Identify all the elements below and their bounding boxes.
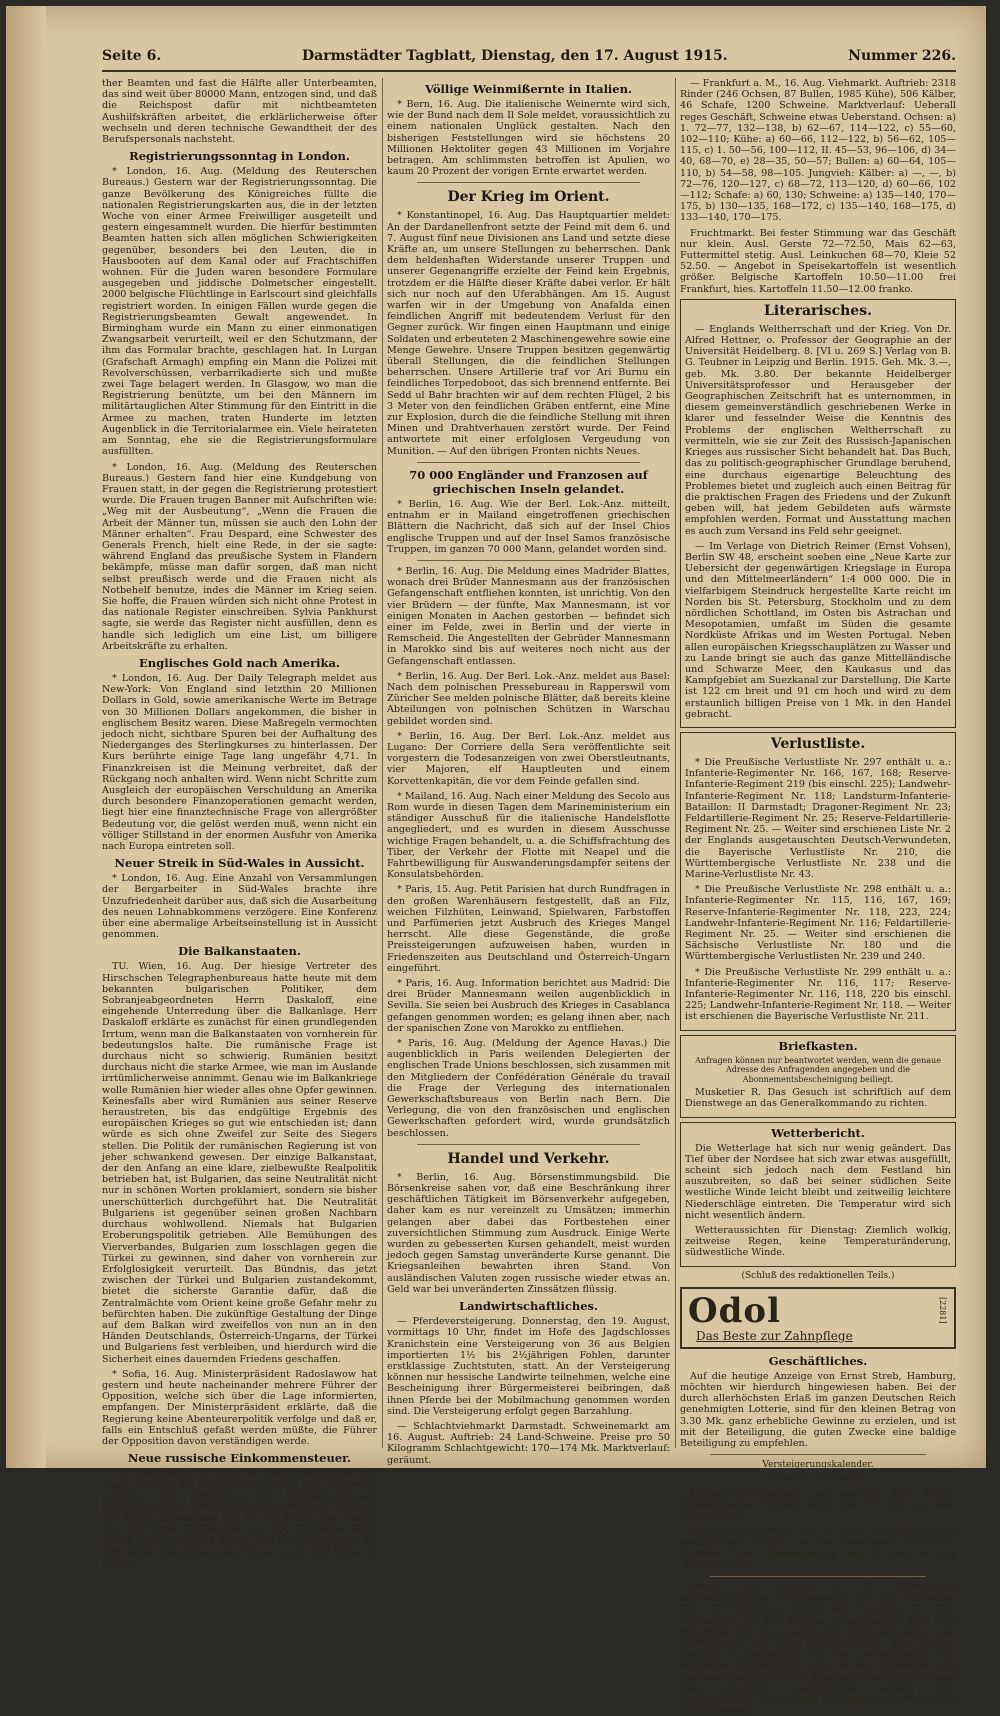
ad-number: [2281] — [938, 1296, 947, 1324]
article-text: Hofreite-Versteigerung des Heinrich Karl Müller (Kranichsteiner Straße 68½) um 11 Uhr an dem Ortsgericht I. — [680, 1488, 956, 1523]
letterbox-box — [680, 1035, 956, 1118]
article-title: Neue russische Einkommensteuer. — [127, 1451, 352, 1466]
article-text: * London, 16. Aug. Eine Anzahl von Versammlungen der Bergarbeiter in Süd-Wales brachte ihre Unzufriedenheit darüber aus, daß sich die Ausarbeitung des neuen Lohnabkommens verzögere. Eine Konferenz über eine abermalige Arbeitseinstellung ist in Aussicht genommen. — [102, 873, 377, 941]
section-title: Wetterbericht. — [771, 1125, 865, 1140]
imprint: Druck und Verlag: L. C. Wittich'sche Hofbuchdruckerei. Verantwortlich für den politischen Teil, für Feuilleton, Reich und Ausland: Dr. Otto Waldaestel; für den übrigen redaktionellen Teil: Kurt Mitsching; für den Anzeigenteil, Anzeigenbeilagen und Mitteilungen aus dem Geschäftsleben: Paul Lange, sämtlich in Darmstadt. Für den redaktionellen Teil bestimmte Mitteilungen sind an die „Redaktion des Tagblatts“ zu adressieren. Etwaige Honorarforderungen sind beizufügen; nachträgliche werden nicht berücksichtigt. Unverlangte Manuskripte werden nicht zurückgesandt. — [680, 1582, 956, 1716]
article-text: — Im Verlage von Dietrich Reimer (Ernst Vohsen), Berlin SW 48, erscheint soeben eine „Neue Karte zur Uebersicht der gegenwärtigen Kriegslage in Europa und den Mittelmeerländern“ 1:4 000 000. Die in vielfarbigem Steindruck hergestellte Karte reicht im Norden bis St. Petersburg, Stockholm und zu dem nördlichen Schottland, im Osten bis Astrachan und Mesopotamien, umfaßt im Süden die gesamte Nordküste Afrikas und im Westen Portugal. Neben allen europäischen Kriegsschauplätzen zu Wasser und zu Lande bringt sie auch das ganze Mittelländische und Schwarze Meer, den Kaukasus und das Kampfgebiet am Suezkanal zur Darstellung. Die Karte ist 122 cm breit und 91 cm hoch und wird zu dem erstaunlich billigen Preise von 1 Mk. in den Handel gebracht. — [685, 540, 951, 720]
article-separator — [417, 560, 640, 561]
odol-advertisement — [680, 1287, 956, 1349]
article-text: Musketier R. Das Gesuch ist schriftlich auf dem Dienstwege an das Generalkommando zu richten. — [685, 1087, 951, 1110]
article-text: * Die Preußische Verlustliste Nr. 297 enthält u. a.: Infanterie-Regimenter Nr. 166, 167, 168; Reserve-Infanterie-Regiment 219 (bis einschl. 225); Landwehr-Infanterie-Regiment Nr. 118; Landsturm-Infanterie-Bataillon: II Darmstadt; Dragoner-Regiment Nr. 23; Feldartillerie-Regiment Nr. 25; Reserve-Feldartillerie-Regiment Nr. 25. — Weiter sind erschienen Liste Nr. 2 der Englands ausgetauschten Deutsch-Verwundeten, die Bayerische Verlustliste Nr. 210, die Württembergische Verlustliste Nr. 238 und die Marine-Verlustliste Nr. 43. — [685, 756, 951, 880]
article-text: * Berlin, 16. Aug. Börsenstimmungsbild. Die Börsenkreise sahen vor, daß eine Beschränkung ihrer geschäftlichen Tätigkeit im Börsenverkehr aufgegeben, daher kam es nur vereinzelt zu Umsätzen; immerhin gelangen aber dabei das Fortbestehen einer zuversichtlichen Stimmung zum Ausdruck. Einige Werte wurden zu gebesserten Kursen gehandelt, meist wurden jedoch gegen Samstag unveränderte Kurse genannt. Die Kriegsanleihen bewahrten ihren Stand. Von ausländischen Valuten zogen russische wieder etwas an. Geld war bei unveränderten Zinssätzen flüssig. — [387, 1171, 670, 1295]
article-text: * London, 16. Aug. (Meldung des Reuterschen Bureaus.) Gestern fand hier eine Kundgebung von Frauen statt, in der gegen die Registrierung protestiert wurde. Die Frauen trugen Banner mit Aufschriften wie: „Weg mit der Ausbeutung“, „Wenn die Frauen die Arbeit der Männer tun, müssen sie auch den Lohn der Männer erhalten“. Frau Despard, eine Schwester des Generals French, hielt eine Rede, in der sie sagte: während England das preußische System in Flandern bekämpfe, müsse man dafür sorgen, daß man nicht selbst preußisch werde und die Frauen nicht als Notbehelf benutze, indes die Männer im Krieg seien. Sie hoffe, die Frauen würden sich nicht ohne Protest in das nationale Register einschreiben. Sylvia Pankhurst sagte, sie werde das Register nicht ausfüllen, denn es handle sich lediglich um eine List, um billigere Arbeitskräfte zu erhalten. — [102, 461, 377, 652]
article-text: * Berlin, 16. Aug. Wie der Berl. Lok.-Anz. mitteilt, entnahm er in Mailand eingetroffenen griechischen Blättern die Nachricht, daß sich auf der Insel Chios englische Truppen und auf der Insel Samos französische Truppen, im ganzen 70 000 Mann, gelandet worden sind. — [387, 498, 670, 555]
article-text: * Die Preußische Verlustliste Nr. 299 enthält u. a.: Infanterie-Regimenter Nr. 116, 117; Reserve-Infanterie-Regimenter Nr. 116, 118, 220 bis einschl. 225; Landwehr-Infanterie-Regiment Nr. 118. — Weiter ist erschienen die Bayerische Verlustliste Nr. 211. — [685, 966, 951, 1023]
article-text: * London, 16. Aug. (Meldung des Reuterschen Bureaus.) Gestern war der Registrierungssonntag. Die ganze Bevölkerung des Königreiches füllte die nationalen Registrierungskarten aus, die in der letzten Woche von einer Armee Freiwilliger ausgeteilt und gestern eingesammelt wurden. Die hierfür bestimmten Beamten hatten sich allen möglichen Schwierigkeiten gegenüber, besonders bei den Leuten, die in Hausbooten auf dem Kanal oder auf Frachtschiffen wohnen. Für die Juden waren besondere Formulare ausgegeben und jiddische Dolmetscher eingestellt. 2000 belgische Flüchtlinge in Earlscourt sind gleichfalls registriert worden. In einigen Fällen wurde gegen die Registrierungsbeamten Gewalt angewendet. In Birmingham wurde ein Mann zu einer einmonatigen Zwangsarbeit verurteilt, weil er den Schutzmann, der ihm das Formular brachte, geschlagen hat. In Lurgan (Grafschaft Armagh) empfing ein Mann die Polizei mit Revolverschüssen, verbarrikadierte sich und mußte zwei Tage belagert werden. In Glasgow, wo man die Registrierung benützte, um bei den Männern im militärtauglichen Alter Stimmung für den Eintritt in die Armee zu machen, traten Hunderte im letzten Augenblick in die Territorialarmee ein. Viele heirateten am Sonntag, ehe sie die Registrierungsformulare ausfüllten. — [102, 166, 377, 458]
column-rule — [675, 78, 676, 1448]
article-text: Auf die heutige Anzeige von Ernst Streb, Hamburg, möchten wir hierdurch hingewiesen haben. Bei der durch allerhöchsten Erlaß im ganzen Deutschen Reich genehmigten Lotterie, sind für den kleinen Betrag von 3.30 Mk. ganz erhebliche Gewinne zu erzielen, und ist mit der Beteiligung, die guten Zwecke eine baldige Beteiligung zu empfehlen. — [680, 1370, 956, 1449]
article-text: — Schlachtviehmarkt Darmstadt. Schweinemarkt am 16. August. Auftrieb: 24 Land-Schweine. Preise pro 50 Kilogramm Schlachtgewicht: 170—174 Mk. Marktverlauf: geräumt. — [387, 1420, 670, 1466]
literature-box — [680, 299, 956, 728]
article-text: * Paris, 16. Aug. (Meldung der Agence Havas.) Die augenblicklich in Paris weilenden Delegierten der englischen Trade Unions beschlossen, sich zusammen mit den Mitgliedern der Confédération Générale du travail die Frage der Verlegung des internationalen Gewerkschaftsbureaus von Berlin nach Bern. Die Verlegung, die von den französischen und englischen Gewerkschaften gefordert wird, wurde grundsätzlich beschlossen. — [387, 1038, 670, 1139]
auction-calendar-date: Mittwoch, 18. August. — [767, 1474, 869, 1485]
article-text: * Berlin, 16. Aug. Der Berl. Lok.-Anz. meldet aus Lugano: Der Corriere della Sera veröffentlichte seit vorgestern die Todesanzeigen von zwei Oberstleutnants, vier Majoren, elf Hauptleuten und einem Korvettenkapitän, die vor dem Feinde gefallen sind. — [387, 730, 670, 787]
article-text: * Konstantinopel, 16. Aug. Das Hauptquartier meldet: An der Dardanellenfront setzte der Feind mit dem 6. und 7. August fünf neue Divisionen ans Land und setzte diese Kräfte an, um unsere Stellungen zu beherrschen. Dank dem heldenhaften Widerstande unserer Truppen und unserer Gegenangriffe erzielte der Feind kein Ergebnis, trotzdem er die Hälfte dieser Kräfte dabei verlor. Er hält sich nur noch auf den Uferabhängen. Am 15. August warfen wir in der Umgebung von Anafalda einen feindlichen Angriff mit bedeutendem Verlust für den Gegner zurück. Wir fingen einen Hauptmann und einige Soldaten und erbeuteten 2 Maschinengewehre sowie eine Menge Gewehre. Unsere Truppen besitzen gegenwärtig überall Stellungen, die die feindlichen Stellungen beherrschen. Unsere Artillerie traf vor Ari Burnu ein feindliches Torpedoboot, das sich brennend entfernte. Bei Sedd ul Bahr brachten wir auf dem rechten Flügel, 2 bis 3 Meter von den feindlichen Gräben entfernt, eine Mine zur Explosion, durch die die feindliche Stellung mit ihren Minen und Drahtverhauen zerstört wurde. Der Feind antwortete mit einer erfolglosen Vergeudung von Munition. — Auf den übrigen Fronten nichts Neues. — [387, 210, 670, 457]
article-text: * Berlin, 16. Aug. Der Berl. Lok.-Anz. meldet aus Basel: Nach dem polnischen Pressebureau in Rapperswil vom Züricher See melden polnische Blätter, daß bereits kleine Abteilungen von polnischen Schützen in Warschau gebildet worden sind. — [387, 670, 670, 727]
odol-logo: Odol — [688, 1290, 781, 1331]
article-text: — Englands Weltherrschaft und der Krieg. Von Dr. Alfred Hettner, o. Professor der Geographie an der Universität Heidelberg. 8. [VI u. 269 S.] Verlag von B. G. Teubner in Leipzig und Berlin. 1915. Geh. Mk. 3.—, geb. Mk. 3.80. Der bekannte Heidelberger Universitätsprofessor und Herausgeber der Geographischen Zeitschrift hat es unternommen, in diesem gemeinverständlich geschriebenen Werke in klarer und fesselnder Weise die Kenntnis des Problems der englischen Weltherrschaft zu vermitteln, wie sie zur Zeit des Russisch-Japanischen Krieges aus russischer Sicht behandelt hat. Das Buch, das zu politisch-geographischer Grundlage beruhend, eine durchaus eigenartige Beleuchtung des Problemes bietet und zugleich auch einen Beitrag für die praktischen Fragen des Friedens und der Zukunft geben will, hat jedem Gebildeten aufs wärmste empfohlen werden. Format und Ausstattung machen es auch zum Versand ins Feld sehr geeignet. — [685, 323, 951, 537]
article-separator — [710, 1454, 926, 1455]
article-separator — [417, 462, 640, 463]
book-spine-shadow — [6, 6, 46, 1468]
section-title: Der Krieg im Orient. — [447, 189, 610, 206]
article-separator — [417, 182, 640, 183]
article-text: * Sofia, 16. Aug. Ministerpräsident Radoslawow hat gestern und heute nacheinander mehrere Führer der Opposition, welche sich über die Lage informierten, empfangen. Der Ministerpräsident erklärte, daß die Regierung keine Abenteurerpolitik verfolge und daß er, falls ein Entschluß gefaßt werden müßte, die Führer der Opposition davon verständigen werde. — [102, 1368, 377, 1447]
article-title: Landwirtschaftliches. — [458, 1299, 599, 1314]
article-title: Englisches Gold nach Amerika. — [139, 655, 340, 670]
market-report: Fruchtmarkt. Bei fester Stimmung war das Geschäft nur klein. Ausl. Gerste 72—72.50, Mais 62—63, Futtermittel stetig. Ausl. Leinkuchen 68—70, Kleie 52 52.50. — Angebot in Speisekartoffeln ist wesentlich größer. Belgische Kartoffeln 10.50—11.00 frei Frankfurt, hies. Kartoffeln 11.50—12.00 franko. — [680, 227, 956, 295]
article-separator — [417, 1144, 640, 1145]
market-report: — Frankfurt a. M., 16. Aug. Viehmarkt. Auftrieb: 2318 Rinder (246 Ochsen, 87 Bullen, 1985 Kühe), 506 Kälber, 46 Schafe, 1200 Schweine. Marktverlauf: Ueberall reges Geschäft, Schweine etwas Ueberstand. Ochsen: a) 1. 72—77, 132—138, b) 62—67, 114—122, c) 55—60, 102—110; Kühe: a) 60—66, 112—122, b) 56—62, 105—115, c) 1. 50—56, 100—112, II. 45—53, 96—106, d) 34—40, 68—70, e) 28—35, 50—57; Bullen: a) 60—64, 105—110, b) 54—58, 98—105. Jungvieh: Kälber: a) —, —, b) 72—76, 120—127, c) 68—72, 113—120, d) 60—66, 102—112; Schafe: a) 60, 130; Schweine: a) 135—140, 170—175, b) 130—135, 168—172, c) 135—140, 168—175, d) 133—140, 170—175. — [680, 78, 956, 224]
ad-tagline: Das Beste zur Zahnpflege — [696, 1328, 853, 1343]
weather-box — [680, 1122, 956, 1267]
article-text: * London, 16. Aug. Der Daily Telegraph meldet aus New-York: Von England sind letzthin 20 Millionen Dollars in Gold, sowie amerikanische Werte im Betrage von 30 Millionen Dollars angekommen, die bisher in englischem Besitz waren. Diese Maßregeln vermochten jedoch nicht, sichtbare Spuren bei der Aufhaltung des Niederganges des Sterlingkurses zu hinterlassen. Der Kurs berührte einige Tage lang ungefähr 4,71. In Finanzkreisen ist die Meinung verbreitet, daß der Rückgang noch anhalten wird. Wenn nicht Schritte zum Ausgleich der europäischen Verschuldung an Amerika durch besondere Finanzoperationen gemacht werden, liegt hier eine finanztechnische Frage von allergrößter Bedeutung vor, die gelöst werden muß, wenn nicht ein völliger Stillstand in der enormen Ausfuhr von Amerika nach Europa eintreten soll. — [102, 672, 377, 852]
newspaper-page — [6, 6, 986, 1716]
column-2 — [387, 78, 670, 1466]
article-separator — [710, 1576, 926, 1577]
page-number: Seite 6. — [102, 48, 162, 64]
section-title: Geschäftliches. — [768, 1353, 868, 1368]
article-text: * Berlin, 16. Aug. Die Meldung eines Madrider Blattes, wonach drei Brüder Mannesmann aus der französischen Gefangenschaft entfliehen konnten, ist unrichtig. Von den vier Brüdern — der fünfte, Max Mannesmann, ist vor einigen Monaten in Aachen gestorben — befindet sich einer im Felde, zwei in Berlin und der vierte in Remscheid. Die Angestellten der Gebrüder Mannesmann in Marokko sind bis auf weiteres noch nicht aus der Gefangenschaft entlassen. — [387, 565, 670, 667]
article-text: ther Beamten und fast die Hälfte aller Unterbeamten, das sind weit über 80000 Mann, entzogen sind, und daß die Reichspost dafür mit nichtbeamteten Aushilfskräften arbeitet, die erklärlicherweise öfter wechseln und deren technische Gewandtheit der des Berufspersonals nachsteht. — [102, 78, 377, 146]
section-title: Briefkasten. — [778, 1038, 858, 1053]
article-text: * Paris, 15. Aug. Petit Parisien hat durch Rundfragen in den großen Warenhäusern festgestellt, daß an Filz, weichen Filzhüten, Leinwand, Spielwaren, Farbstoffen und Parfümerien jetzt Ausbruch des Krieges Mangel herrscht. Alle diese Gegenstände, die große Preissteigerungen aufzuweisen haben, wurden in Friedenszeiten aus Deutschland und Österreich-Ungarn eingeführt. — [387, 884, 670, 974]
article-text: * Paris, 16. Aug. Information berichtet aus Madrid: Die drei Brüder Mannesmann weilen augenblicklich in Sevilla. Sie seien bei Ausbruch des Krieges in Casablanca gefangen genommen worden; es gelang ihnen aber, nach der spanischen Zone von Marokko zu entfliehen. — [387, 978, 670, 1034]
article-text: — Pferdeversteigerung. Donnerstag, den 19. August, vormittags 10 Uhr, findet im Hofe des Jagdschlosses Kranichstein eine Versteigerung von 36 aus Belgien importierten 1½ bis 2½jährigen Fohlen, darunter erstklassige Zuchtstuten, statt. An der Versteigerung können nur hessische Landwirte teilnehmen, welche eine Bescheinigung ihrer Bürgermeisterei beibringen, daß ihnen Pferde bei der Mobilmachung genommen worden sind. Die Versteigerung erfolgt gegen Barzahlung. — [387, 1316, 670, 1417]
column-3 — [680, 78, 956, 1716]
page-header — [102, 48, 956, 70]
column-1 — [102, 78, 377, 1569]
article-title: Registrierungssonntag in London. — [129, 149, 350, 164]
header-rule — [102, 70, 956, 72]
editorial-end-note: (Schluß des redaktionellen Teils.) — [741, 1270, 895, 1281]
section-title: Literarisches. — [764, 302, 872, 319]
masthead: Darmstädter Tagblatt, Dienstag, den 17. August 1915. — [302, 48, 728, 64]
article-title: Die Balkanstaaten. — [178, 944, 301, 959]
section-title: Verlustliste. — [770, 735, 866, 752]
article-title: Neuer Streik in Süd-Wales in Aussicht. — [114, 856, 365, 871]
article-title: Völlige Weinmißernte in Italien. — [425, 82, 632, 96]
article-text: * Die Preußische Verlustliste Nr. 298 enthält u. a.: Infanterie-Regimenter Nr. 115, 116, 167, 169; Reserve-Infanterie-Regimenter Nr. 118, 223, 224; Landwehr-Infanterie-Regiment Nr. 116; Feldartillerie-Regiment Nr. 25. — Weiter sind erschienen die Sächsische Verlustliste Nr. 180 und die Württembergische Verlustlisten Nr. 239 und 240. — [685, 884, 951, 963]
article-text: Wetteraussichten für Dienstag: Ziemlich wolkig, zeitweise Regen, keine Temperaturänderung, südwestliche Winde. — [685, 1224, 951, 1259]
article-text: TU. Wien, 16. Aug. Der hiesige Vertreter des Hirschschen Telegraphenbureaus hatte heute mit dem bekannten bulgarischen Politiker, dem Sobranjeabgeordneten Herrn Daskaloff, eine eingehende Unterredung über die Balkanlage. Herr Daskaloff erklärte es zunächst für einen grundlegenden Irrtum, wenn man die Balkanstaaten von vornherein für bedeutungslos halte. Die rumänische Frage ist durchaus nicht so schwierig. Rumänien besitzt durchaus nicht die starke Armee, wie man im Auslande irrtümlicherweise annimmt. Genau wie im Balkankriege wolle Rumänien hier wieder alles ohne Opfer gewinnen. Keinesfalls aber wird Rumänien aus seiner Reserve heraustreten, bis das endgültige Ergebnis des europäischen Krieges so gut wie entschieden ist; dann würde es sich ohne Zweifel zur Seite des Siegers stellen. Die Politik der rumänischen Regierung ist von jeher schwankend gewesen. Der einzige Balkanstaat, der den Anfang an eine klare, zielbewußte Realpolitik betrieben hat, ist Bulgarien, das seine Neutralität nicht nur in schönen Worten proklamiert, sondern sie bisher unerschütterlich durchgeführt hat. Die Neutralität Bulgariens ist gegenüber seinen großen Nachbarn durchaus wohlwollend. Niemals hat Bulgarien Eroberungspolitik getrieben. Alle Bemühungen des Vierverbandes, Bulgarien zum losschlagen gegen die Türkei zu gewinnen, sind daher von vornherein zur Erfolglosigkeit verurteilt. Das Bündnis, das jetzt zwischen der Türkei und Bulgarien zustandekommt, bietet die sicherste Garantie dafür, daß die Zentralmächte vom Orient keine große Gefahr mehr zu befürchten haben. Die zukünftige Gestaltung der Dinge auf dem Balkan wird zweifellos von nun an in den Händen Deutschlands, Österreich-Ungarns, der Türkei und Bulgariens fest verbleiben, und hierdurch wird die Sicherheit eines dauernden Friedens geschaffen. — [102, 961, 377, 1365]
issue-number: Nummer 226. — [848, 48, 956, 64]
article-text: * Mailand, 16. Aug. Nach einer Meldung des Secolo aus Rom wurde in diesen Tagen dem Marineministerium ein ständiger Ausschuß für die italienische Handelsflotte angegliedert, und es wurden in diesem Ausschusse wichtige Fragen behandelt, u. a. die Schiffsfrachtung des Tiber, der Verkehr der Flotte mit Neapel und die Fahrtbewilligung für Auswanderungsdampfer seitens der Konsulatsbehörden. — [387, 790, 670, 881]
casualty-list-box — [680, 732, 956, 1031]
auction-calendar-title: Versteigerungskalender. — [762, 1460, 874, 1471]
column-rule — [382, 78, 383, 1448]
article-text: Die Wetterlage hat sich nur wenig geändert. Das Tief über der Nordsee hat sich zwar etwas ausgefüllt, scheint sich jedoch nach dem Festland hin auszubreiten, so daß bei seiner südlichen Seite westliche Winde leicht bleibt und zeitweilig leichtere Niederschläge eintreten. Die Temperatur wird sich nicht wesentlich ändern. — [685, 1142, 951, 1221]
article-title: 70 000 Engländer und Franzosen auf griechischen Inseln gelandet. — [409, 467, 648, 496]
article-text: TU. Petersburg, 16. Aug. Die Finanzkommission der Duma billigte die Regierungs-Vorlage der Regierung bezüglich der Einführung der Einkommensteuer. Einkommen über 1000 Rubel zahlen eine feste Taxe von 6½ Rubel. Einkommen von 10 000 Rubel eine Steuer von 325 Rubel. Einkommen von 100 000 Rubel 6000 Rubel. Ueber 100 000 Rubel sind für jede weitere 10 000 Rubel Einkommen eine Steuer von je 650 Rubel zu zahlen. — [102, 1468, 377, 1569]
article-text: * Bern, 16. Aug. Die italienische Weinernte wird sich, wie der Bund nach dem Il Sole meldet, voraussichtlich zu einem nationalen Unglück gestalten. Nach den bisherigen Feststellungen wird sie höchstens 20 Millionen Hektoliter gegen 43 Millionen im Vorjahre betragen. Am schlimmsten betroffen ist Apulien, wo kaum 20 Prozent der vorigen Ernte erwartet werden. — [387, 99, 670, 178]
section-title: Handel und Verkehr. — [447, 1150, 610, 1167]
article-text: Motor-Versteigerung um 11 Uhr. (Zusammenkunft Heidelberger Straße, an der Bessunger Turnhalle.) Mobiliar- usw. Versteigerung um 3 Uhr in der „Ludwigshalle“. — [680, 1526, 956, 1571]
letterbox-notice: Anfragen können nur beantwortet werden, wenn die genaue Adresse des Anfragenden angegeben und die Abonnementsbescheinigung beiliegt. — [695, 1055, 941, 1084]
